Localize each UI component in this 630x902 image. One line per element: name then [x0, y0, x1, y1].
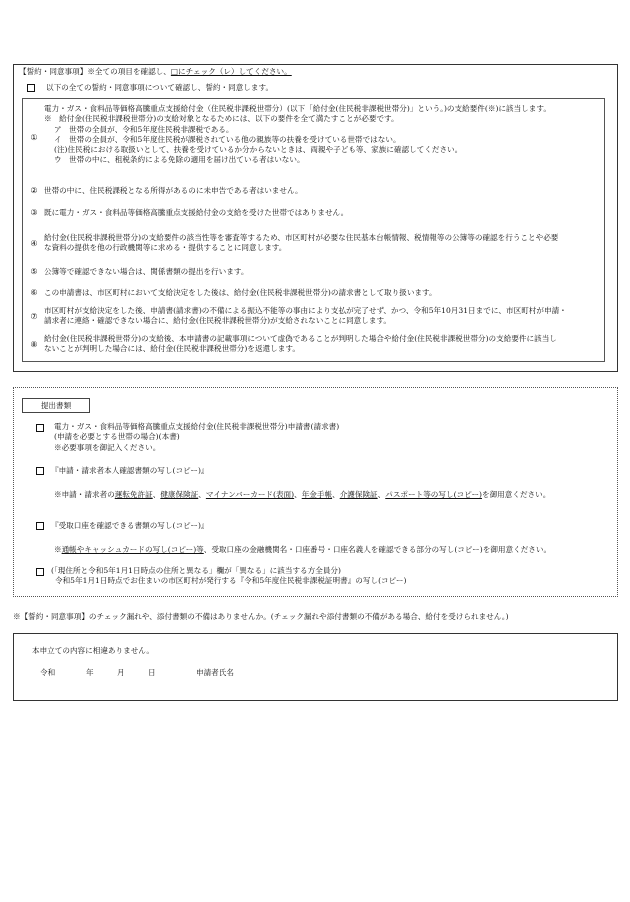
pledge-header-instruction: □にチェック（レ）してください。 [170, 67, 292, 76]
declaration-section [13, 633, 618, 701]
missing-items-warning: ※【誓約・同意事項】のチェック漏れや、添付書類の不備はありませんか。(チェック漏れや添付書類の不備がある場合、給付を受けられません。) [13, 612, 509, 621]
document-3-note: ※通帳やキャッシュカードの写し(コピー)等、受取口座の金融機関名・口座番号・口座名義人を確認できる部分の写し(コピー)を御用意ください。 [54, 545, 552, 554]
documents-title: 提出書類 [22, 398, 90, 413]
pledge-item-number: ④ [30, 239, 38, 248]
pledge-item-text: 市区町村が支給決定をした後、申請書(請求書)の不備による振込不能等の事由により支払が完了せず、かつ、令和5年10月31日までに、市区町村が申請・ 請求者に連絡・確認できない場合に、給付金(住民税非課税世帯分)が支給されないことに同意します。 [44, 306, 567, 326]
agree-all-checkbox[interactable] [27, 84, 35, 92]
pledge-item-number: ⑤ [30, 267, 38, 276]
pledge-item-text: 既に電力・ガス・食料品等価格高騰重点支援給付金の支給を受けた世帯ではありません。 [44, 208, 349, 217]
date-month-label: 月 [117, 668, 125, 677]
date-day-label: 日 [148, 668, 156, 677]
date-year-label: 年 [86, 668, 94, 677]
applicant-name-label: 申請者氏名 [196, 668, 234, 677]
pledge-item-text: この申請書は、市区町村において支給決定をした後は、給付金(住民税非課税世帯分)の請求書として取り扱います。 [44, 288, 437, 297]
pledge-item-text: 公簿等で確認できない場合は、関係書類の提出を行います。 [44, 267, 249, 276]
pledge-item-text: 給付金(住民税非課税世帯分)の支給後、本申請書の記載事項について虚偽であることが判明した場合や給付金(住民税非課税世帯分)の支給要件に該当し ないことが判明した場合には、給付金(住民税非課税世帯分)を返還します。 [44, 334, 557, 354]
pledge-item-number: ⑦ [30, 312, 38, 321]
document-2-checkbox[interactable] [36, 467, 44, 475]
document-1-text: 電力・ガス・食料品等価格高騰重点支援給付金(住民税非課税世帯分)申請書(請求書) (申請を必要とする世帯の場合)(本書) ※必要事項を御記入ください。 [54, 422, 340, 452]
pledge-item-number: ① [30, 133, 38, 142]
pledge-item-number: ⑥ [30, 288, 38, 297]
document-4-text: (「現住所と令和5年1月1日時点の住所と異なる」欄が「異なる」に該当する方全員分) 令和5年1月1日時点でお住まいの市区町村が発行する『令和5年度住民税非課税証明書』の写し(コピー) [51, 566, 407, 586]
document-4-checkbox[interactable] [36, 568, 44, 576]
pledge-item-text: 給付金(住民税非課税世帯分)の支給要件の該当性等を審査等するため、市区町村が必要な住民基本台帳情報、税情報等の公簿等の確認を行うことや必要 な資料の提供を他の行政機関等に求める・提供することに同意します。 [44, 233, 559, 253]
pledge-item-text: 世帯の中に、住民税課税となる所得があるのに未申告である者はいません。 [44, 186, 303, 195]
date-era-label: 令和 [40, 668, 56, 677]
pledge-item-number: ⑧ [30, 340, 38, 349]
declaration-statement: 本申立ての内容に相違ありません。 [32, 646, 154, 655]
document-3-checkbox[interactable] [36, 522, 44, 530]
document-2-note: ※申請・請求者の運転免許証、健康保険証、マイナンバーカード(表面)、年金手帳、介護保険証、パスポート等の写し(コピー)を御用意ください。 [54, 490, 551, 499]
pledge-header [19, 67, 292, 77]
pledge-item-number: ③ [30, 208, 38, 217]
document-3-title: 『受取口座を確認できる書類の写し(コピー)』 [51, 521, 209, 530]
pledge-item-text: 電力・ガス・食料品等価格高騰重点支援給付金（住民税非課税世帯分）(以下「給付金(住民税非課税世帯分)」という。)の支給要件(※)に該当します。 ※ 給付金(住民税非課税世帯分)の支給対象となるためには、以下の要件を全て満たすことが必要です。 ア 世帯の全員が、令和5年度住民税非課税である。 イ 世帯の全員が、令和5年度住民税が課税されている他の親族等の扶養を受けている世帯ではない。 (注)住民税における取扱いとして、扶養を受けているか分からないときは、両親や子ども等、家族に確認してください。 ウ 世帯の中に、租税条約による免除の適用を届け出ている者はいない。 [44, 104, 551, 165]
agree-all-label: 以下の全ての誓約・同意事項について確認し、誓約・同意します。 [46, 83, 274, 92]
pledge-header-text: 【誓約・同意事項】※全ての項目を確認し、 [19, 67, 171, 76]
document-1-checkbox[interactable] [36, 424, 44, 432]
document-2-title: 『申請・請求者本人確認書類の写し(コピー)』 [51, 466, 209, 475]
pledge-item-number: ② [30, 186, 38, 195]
